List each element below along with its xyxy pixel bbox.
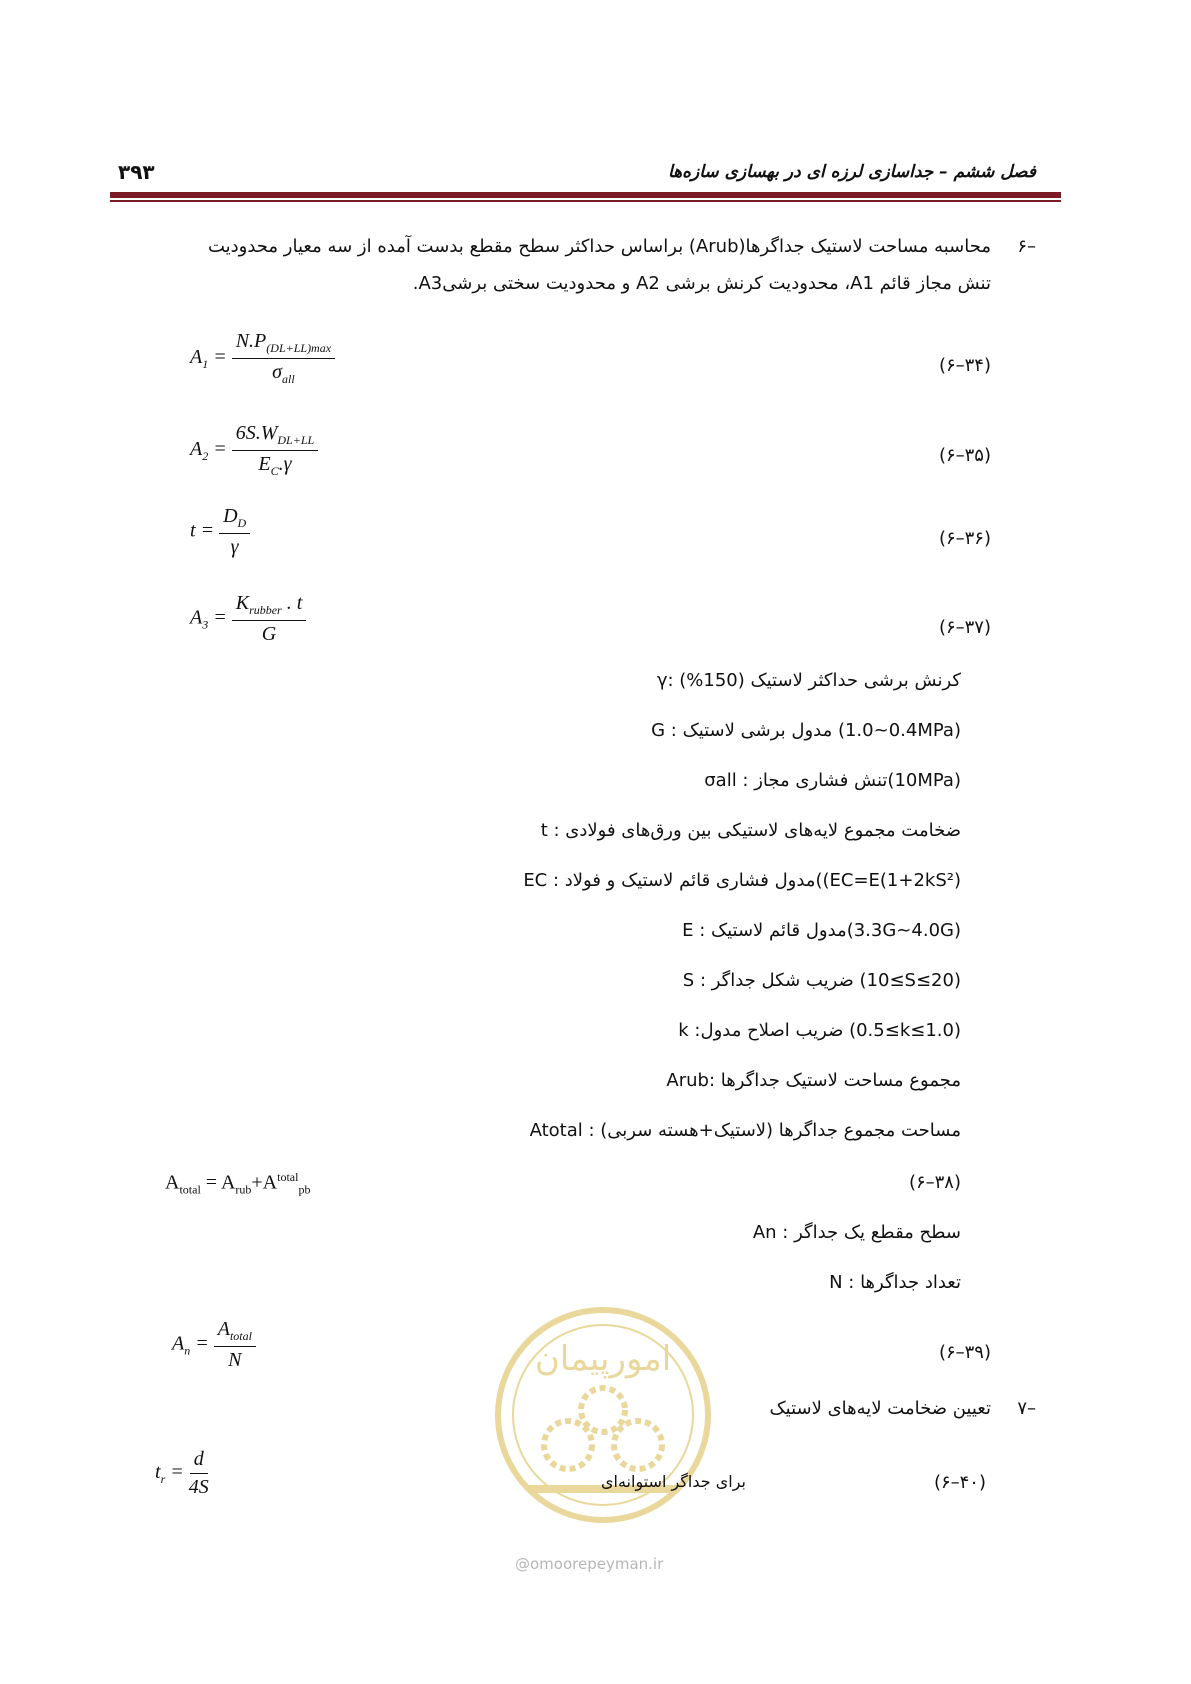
definition-ec: EC : مدول فشاری قائم لاستیک و فولاد((EC=E(1+2kS²) <box>523 870 961 891</box>
step7-marker: ۷– <box>1017 1398 1036 1419</box>
equation-36-number: (۶–۳۶) <box>938 528 991 549</box>
watermark-logo <box>488 1300 718 1530</box>
step6-line1: محاسبه مساحت لاستیک جداگرها(Arub) براساس حداکثر سطح مقطع بدست آمده از سه معیار محدودیت <box>207 236 991 257</box>
equation-36: t = $\frac{D_D}{\gamma}$ <box>190 505 250 559</box>
definition-arub: Arub: مجموع مساحت لاستیک جداگرها <box>666 1070 961 1091</box>
watermark-url: @omoorepeyman.ir <box>515 1555 664 1573</box>
equation-38: $A_{total} = A_{rub}+A^{total}_{pb}$ <box>165 1170 311 1197</box>
equation-40-note: برای جداگر استوانه‌ای <box>601 1472 746 1491</box>
step6-line2: تنش مجاز قائم A1، محدودیت کرنش برشی A2 و محدودیت سختی برشیA3. <box>412 273 991 294</box>
equation-38-number: (۶–۳۸) <box>908 1172 961 1193</box>
equation-40-number: (۶–۴۰) <box>933 1472 986 1493</box>
equation-39: $A_n$ = $\frac{A_{total}}{N}$ <box>172 1318 256 1372</box>
header-rule-thin <box>110 200 1061 202</box>
step6-marker: ۶– <box>1017 236 1036 257</box>
step7-text: تعیین ضخامت لایه‌های لاستیک <box>769 1398 991 1419</box>
equation-34: $A_1$ = $\frac{N.P_{(DL+LL)max}}{\sigma_{all}}$ <box>190 330 335 387</box>
equation-35: $A_2$ = $\frac{6S.W_{DL+LL}}{E_C.\gamma}$ <box>190 422 318 479</box>
definition-sigma-all: σall : تنش فشاری مجاز(10MPa) <box>704 770 961 791</box>
equation-37: $A_3$ = $\frac{K_{rubber} . t}{G}$ <box>190 592 306 646</box>
equation-40: $t_r$ = $\frac{d}{4S}$ <box>155 1448 209 1498</box>
equation-34-number: (۶–۳۴) <box>938 355 991 376</box>
svg-text:امورپیمان: امورپیمان <box>534 1339 672 1379</box>
equation-39-number: (۶–۳۹) <box>938 1342 991 1363</box>
header-rule-thick <box>110 192 1061 198</box>
definition-g: G : مدول برشی لاستیک (0.4~1.0MPa) <box>651 720 961 741</box>
definition-e: E : مدول قائم لاستیک(3.3G~4.0G) <box>682 920 961 941</box>
definition-s: S : ضریب شکل جداگر (10≤S≤20) <box>682 970 961 991</box>
definition-n: N : تعداد جداگرها <box>829 1272 961 1293</box>
definition-an: An : سطح مقطع یک جداگر <box>752 1222 961 1243</box>
chapter-title: فصل ششم – جداسازی لرزه ای در بهسازی سازه‌ها <box>667 162 1036 182</box>
page-number: ۳۹۳ <box>118 160 155 184</box>
equation-35-number: (۶–۳۵) <box>938 445 991 466</box>
definition-t: t : ضخامت مجموع لایه‌های لاستیکی بین ورق‌های فولادی <box>540 820 961 841</box>
definition-k: k :ضریب اصلاح مدول (0.5≤k≤1.0) <box>678 1020 961 1041</box>
definition-atotal: Atotal : مساحت مجموع جداگرها (لاستیک+هسته سربی) <box>529 1120 961 1141</box>
definition-gamma: γ: کرنش برشی حداکثر لاستیک (150%) <box>656 670 961 691</box>
equation-37-number: (۶–۳۷) <box>938 617 991 638</box>
